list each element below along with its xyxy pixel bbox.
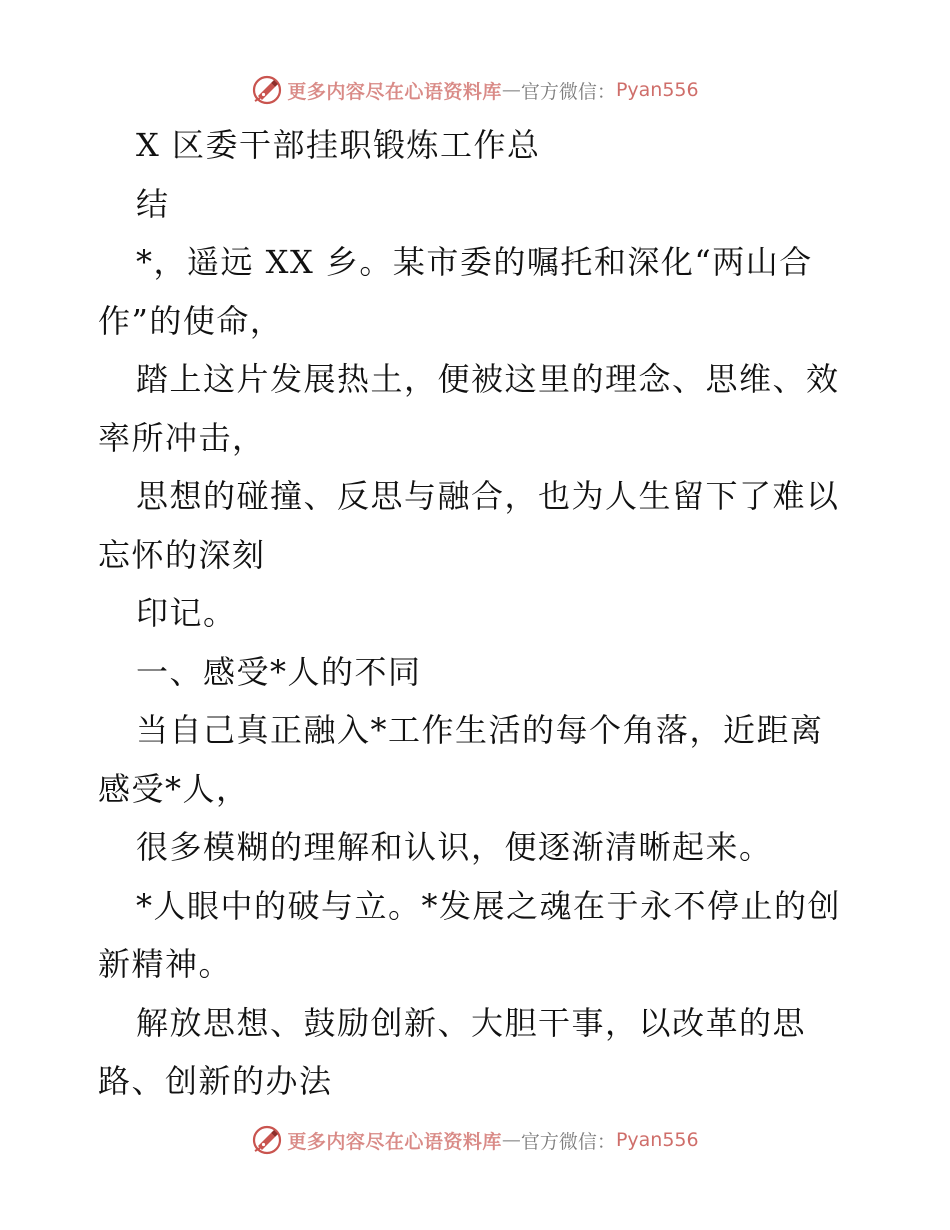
paragraph-line: 新精神。 <box>98 945 233 983</box>
header-banner <box>0 70 950 110</box>
promo-text: 更多内容尽在心语资料库 <box>287 1130 502 1153</box>
paragraph-line: *，遥远 XX 乡。某市委的嘱托和深化“两山合 <box>136 243 813 281</box>
wechat-id: Pyan556 <box>615 1129 699 1151</box>
paragraph-line: 很多模糊的理解和认识，便逐渐清晰起来。 <box>136 828 773 866</box>
document-title-line-1: X 区委干部挂职锻炼工作总 <box>136 126 541 164</box>
paragraph-line: 当自己真正融入*工作生活的每个角落，近距离 <box>136 711 824 749</box>
footer-banner <box>0 1120 950 1160</box>
paragraph-line: 感受*人， <box>98 769 250 808</box>
section-heading: 一、感受*人的不同 <box>136 652 422 691</box>
wechat-label: 官方微信： <box>520 80 616 103</box>
paragraph-line: 作”的使命， <box>98 301 284 340</box>
paragraph-line: 思想的碰撞、反思与融合，也为人生留下了难以 <box>136 477 840 515</box>
paragraph-line: 路、创新的办法 <box>98 1062 333 1100</box>
paragraph-line: 率所冲击， <box>98 418 266 457</box>
banner-separator: — <box>501 1129 521 1151</box>
paragraph-line: 忘怀的深刻 <box>98 535 266 574</box>
paragraph-line: 印记。 <box>136 594 237 632</box>
wechat-label: 官方微信： <box>520 1130 616 1153</box>
pen-nib-logo-icon <box>251 1124 283 1156</box>
document-title-line-2: 结 <box>136 184 170 223</box>
paragraph-line: *人眼中的破与立。*发展之魂在于永不停止的创 <box>136 886 842 925</box>
pen-nib-logo-icon <box>251 74 283 106</box>
promo-text: 更多内容尽在心语资料库 <box>287 80 502 103</box>
wechat-id: Pyan556 <box>615 79 699 101</box>
paragraph-line: 踏上这片发展热土，便被这里的理念、思维、效 <box>136 360 840 398</box>
banner-separator: — <box>501 79 521 101</box>
paragraph-line: 解放思想、鼓励创新、大胆干事，以改革的思 <box>136 1003 807 1042</box>
document-body <box>98 116 858 1111</box>
